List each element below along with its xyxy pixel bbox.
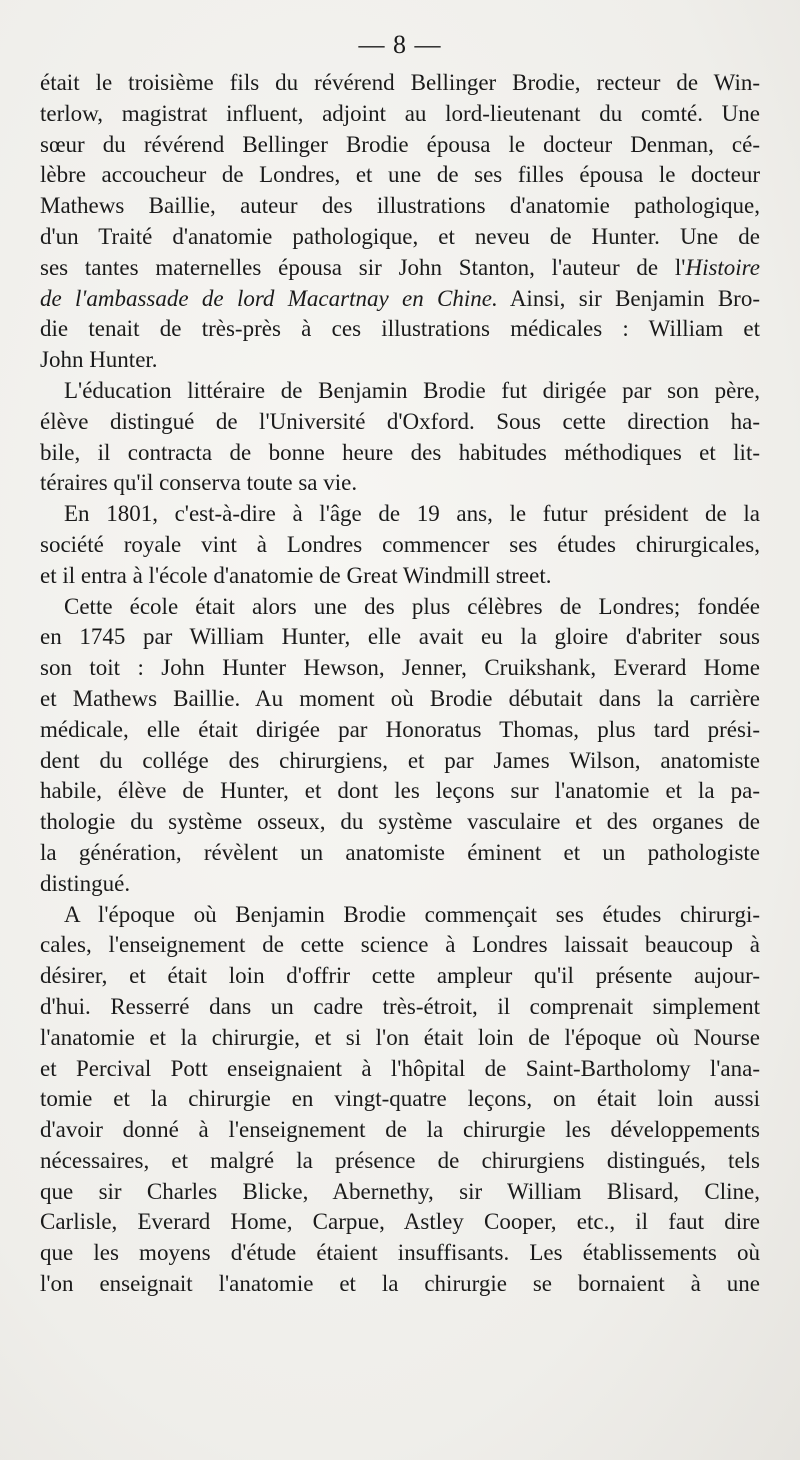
text-line: A l'époque où Benjamin Brodie commençait ses études chirurgi- xyxy=(64,901,760,927)
text-line: et Mathews Baillie. Au moment où Brodie débutait dans la carrière xyxy=(40,685,760,711)
text-line: Mathews Baillie, auteur des illustrations d'anatomie pathologique, xyxy=(40,193,760,219)
text-line: que sir Charles Blicke, Abernethy, sir William Blisard, Cline, xyxy=(40,1178,760,1204)
text-line: nécessaires, et malgré la présence de chirurgiens distingués, tels xyxy=(40,1147,760,1173)
text-line: téraires qu'il conserva toute sa vie. xyxy=(40,470,358,496)
text-line: que les moyens d'étude étaient insuffisants. Les établissements où xyxy=(40,1240,760,1266)
text-line: thologie du système osseux, du système vasculaire et des organes de xyxy=(40,809,760,835)
text-line: d'hui. Resserré dans un cadre très-étroit, il comprenait simplement xyxy=(40,993,760,1019)
text-line: lèbre accoucheur de Londres, et une de ses filles épousa le docteur xyxy=(40,162,760,188)
text-line: L'éducation littéraire de Benjamin Brodie fut dirigée par son père, xyxy=(64,377,760,403)
text-line: sœur du révérend Bellinger Brodie épousa le docteur Denman, cé- xyxy=(40,131,760,157)
text-line: En 1801, c'est-à-dire à l'âge de 19 ans, le futur président de la xyxy=(64,501,760,527)
text-line: die tenait de très-près à ces illustrations médicales : William et xyxy=(40,316,760,342)
text-line: était le troisième fils du révérend Bellinger Brodie, recteur de Win- xyxy=(40,70,760,95)
text-line: de l'ambassade de lord Macartnay en Chine. Ainsi, sir Benjamin Bro- xyxy=(40,285,760,311)
body-text xyxy=(40,68,760,1300)
text-line: son toit : John Hunter Hewson, Jenner, Cruikshank, Everard Home xyxy=(40,655,760,681)
italic-text: Histoire xyxy=(685,254,760,280)
text-line: cales, l'enseignement de cette science à Londres laissait beaucoup à xyxy=(40,932,760,958)
text-line: d'avoir donné à l'enseignement de la chirurgie les développements xyxy=(40,1117,760,1143)
text-line: la génération, révèlent un anatomiste éminent et un pathologiste xyxy=(40,839,760,865)
text-line: habile, élève de Hunter, et dont les leçons sur l'anatomie et la pa- xyxy=(40,778,760,804)
text-line: ses tantes maternelles épousa sir John Stanton, l'auteur de l'Histoire xyxy=(40,254,760,280)
text-line: distingué. xyxy=(40,870,131,896)
text-line: l'on enseignait l'anatomie et la chirurgie se bornaient à une xyxy=(40,1271,760,1297)
text-line: John Hunter. xyxy=(40,347,158,373)
text-line: et il entra à l'école d'anatomie de Great Windmill street. xyxy=(40,562,552,588)
text-line: désirer, et était loin d'offrir cette ampleur qu'il présente aujour- xyxy=(40,963,760,989)
text-line: médicale, elle était dirigée par Honoratus Thomas, plus tard prési- xyxy=(40,716,760,742)
text-line: société royale vint à Londres commencer ses études chirurgicales, xyxy=(40,531,760,557)
text-line: Cette école était alors une des plus célèbres de Londres; fondée xyxy=(64,593,760,619)
text-line: tomie et la chirurgie en vingt-quatre leçons, on était loin aussi xyxy=(40,1086,760,1112)
text-line: en 1745 par William Hunter, elle avait eu la gloire d'abriter sous xyxy=(40,624,760,650)
text-line: élève distingué de l'Université d'Oxford. Sous cette direction ha- xyxy=(40,408,760,434)
text-line: et Percival Pott enseignaient à l'hôpital de Saint-Bartholomy l'ana- xyxy=(40,1055,760,1081)
text-line: Carlisle, Everard Home, Carpue, Astley Cooper, etc., il faut dire xyxy=(40,1209,760,1235)
text-line: l'anatomie et la chirurgie, et si l'on était loin de l'époque où Nourse xyxy=(40,1024,760,1050)
page-number: — 8 — xyxy=(358,30,442,59)
text-line: dent du collége des chirurgiens, et par James Wilson, anatomiste xyxy=(40,747,760,773)
text-line: bile, il contracta de bonne heure des habitudes méthodiques et lit- xyxy=(40,439,760,465)
text-line: terlow, magistrat influent, adjoint au lord-lieutenant du comté. Une xyxy=(40,100,760,126)
italic-text: de l'ambassade de lord Macartnay en Chine. xyxy=(40,285,498,311)
text-line: d'un Traité d'anatomie pathologique, et neveu de Hunter. Une de xyxy=(40,223,760,249)
